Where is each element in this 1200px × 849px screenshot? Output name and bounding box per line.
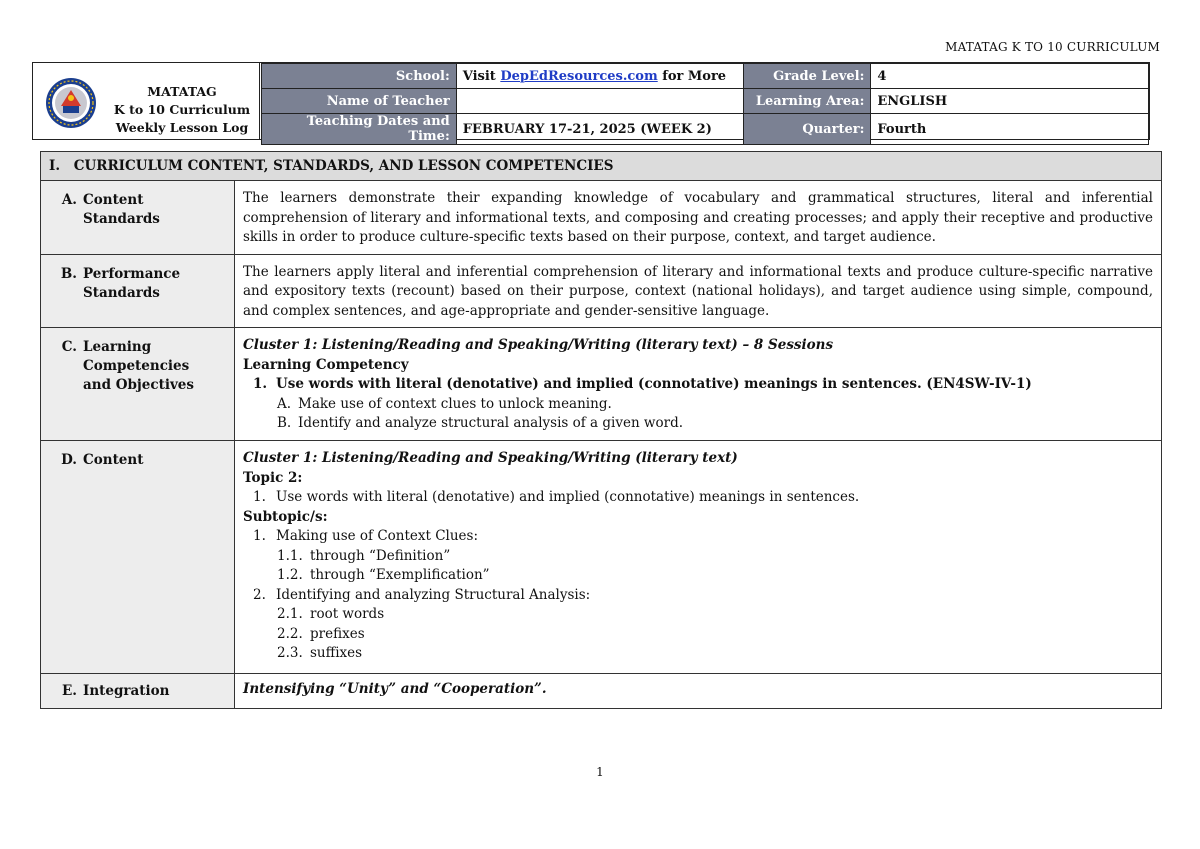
table-row xyxy=(41,441,1162,674)
dates-label: Teaching Dates and Time: xyxy=(262,114,457,145)
row-label-content-standards: A. Content Standards xyxy=(41,181,235,255)
deped-seal-icon xyxy=(45,77,97,129)
integration-text: Intensifying “Unity” and “Cooperation”. xyxy=(235,674,1162,709)
depedresources-link[interactable]: DepEdResources.com xyxy=(500,68,658,84)
table-row xyxy=(41,328,1162,441)
list-item: 2. Identifying and analyzing Structural Analysis: xyxy=(253,586,591,603)
list-item: B. Identify and analyze structural analysis of a given word. xyxy=(277,415,684,431)
quarter-label: Quarter: xyxy=(743,114,871,145)
grade-level-label: Grade Level: xyxy=(743,64,871,89)
logo-cell xyxy=(33,63,260,139)
learning-area-label: Learning Area: xyxy=(743,89,871,114)
grade-level-value: 4 xyxy=(871,64,1149,89)
school-label: School: xyxy=(262,64,457,89)
curriculum-table xyxy=(40,151,1162,709)
dates-value: FEBRUARY 17-21, 2025 (WEEK 2) xyxy=(456,114,743,145)
teacher-label: Name of Teacher xyxy=(262,89,457,114)
performance-standards-text: The learners apply literal and inferential comprehension of literary and informational texts and produce culture-specific narrative and expository texts (recount) based on their purpose, context (national holidays), and target audience using simple, compound, and complex sentences, and age-appropriate and gender-sensitive language. xyxy=(235,254,1162,328)
row-label-learning-competencies: C. Learning Competencies and Objectives xyxy=(41,328,235,441)
section-title: I. CURRICULUM CONTENT, STANDARDS, AND LESSON COMPETENCIES xyxy=(41,152,1162,181)
table-row xyxy=(41,254,1162,328)
learning-competencies-content xyxy=(235,328,1162,441)
logo-title: MATATAG K to 10 Curriculum Weekly Lesson Log xyxy=(113,84,251,135)
cluster-heading: Cluster 1: Listening/Reading and Speaking/Writing (literary text) – 8 Sessions xyxy=(243,337,834,353)
list-item: 2.1. root words xyxy=(277,606,385,622)
cluster-heading: Cluster 1: Listening/Reading and Speaking/Writing (literary text) xyxy=(243,450,738,466)
section-header-row xyxy=(41,152,1162,181)
table-row xyxy=(41,674,1162,709)
row-label-performance-standards: B. Performance Standards xyxy=(41,254,235,328)
list-item: 1. Use words with literal (denotative) and implied (connotative) meanings in sentences. xyxy=(253,489,860,505)
page-number: 1 xyxy=(596,765,604,779)
quarter-value: Fourth xyxy=(871,114,1149,145)
list-item: A. Make use of context clues to unlock meaning. xyxy=(277,395,612,412)
running-header: MATATAG K TO 10 CURRICULUM xyxy=(945,40,1160,54)
content-details xyxy=(235,441,1162,674)
row-label-integration: E. Integration xyxy=(41,674,235,709)
topic-heading: Topic 2: xyxy=(243,469,303,486)
table-row xyxy=(41,181,1162,255)
list-item: 1. Making use of Context Clues: xyxy=(253,528,479,544)
list-item: 1.1. through “Definition” xyxy=(277,547,451,564)
subtopic-heading: Subtopic/s: xyxy=(243,508,328,525)
teacher-value xyxy=(456,89,743,114)
competency-heading: Learning Competency xyxy=(243,356,409,373)
list-item: 1.2. through “Exemplification” xyxy=(277,567,490,583)
school-value: Visit DepEdResources.com for More xyxy=(456,64,743,89)
content-standards-text: The learners demonstrate their expanding knowledge of vocabulary and grammatical structures, literal and inferential comprehension of literary and informational texts, and composing and creating processes; and apply their receptive and productive skills in order to produce culture-specific texts based on their purpose, context, and target audience. xyxy=(235,181,1162,255)
list-item: 1. Use words with literal (denotative) and implied (connotative) meanings in sentences. (EN4SW-IV-1) xyxy=(253,376,1032,392)
header-info-table xyxy=(261,63,1149,145)
list-item: 2.2. prefixes xyxy=(277,625,365,642)
lesson-log-header xyxy=(32,62,1150,144)
list-item: 2.3. suffixes xyxy=(277,645,363,661)
learning-area-value: ENGLISH xyxy=(871,89,1149,114)
row-label-content: D. Content xyxy=(41,441,235,674)
